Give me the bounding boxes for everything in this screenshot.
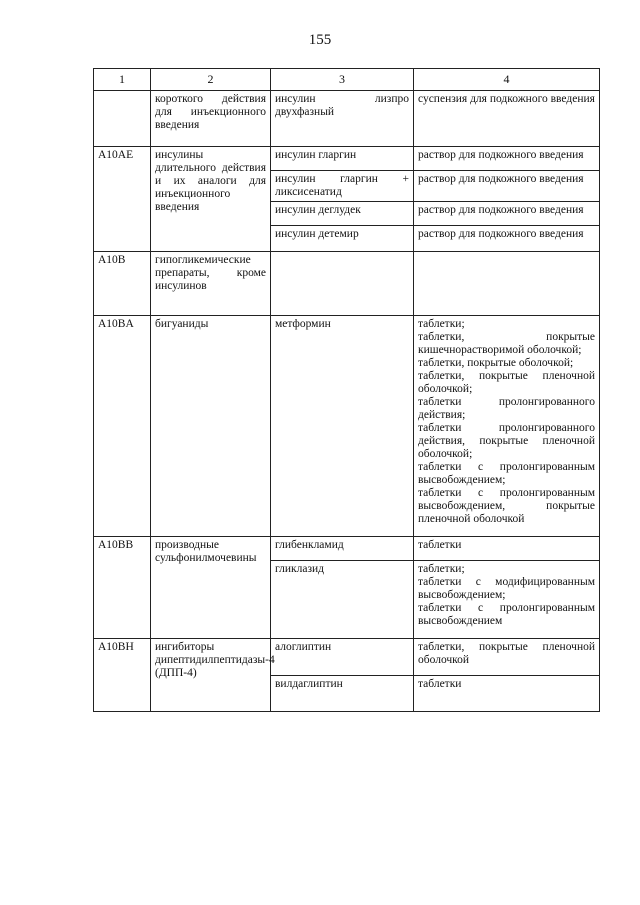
dosage-form: таблетки, покрытые кишечнорастворимой оболочкой; [418,331,595,356]
drug-name: инсулин деглудек [271,202,414,226]
dosage-form: таблетки, покрытые оболочкой; [418,357,574,369]
anatomical-therapeutic-group: гипогликемические препараты, кроме инсулинов [151,252,271,316]
dosage-form: таблетки с пролонгированным высвобождением, покрытые пленочной оболочкой [418,487,595,525]
drug-name: гликлазид [271,561,414,639]
table-row [94,639,600,676]
dosage-form: раствор для подкожного введения [418,149,584,161]
atc-code: A10B [94,252,151,316]
atc-code [94,91,151,147]
dosage-form: суспензия для подкожного введения [418,93,595,105]
atc-code: A10BH [94,639,151,712]
table-row [94,147,600,171]
dosage-form: таблетки пролонгированного действия, покрытые пленочной оболочкой; [418,422,595,460]
dosage-form: таблетки, покрытые пленочной оболочкой [418,641,595,666]
atc-code: A10AE [94,147,151,252]
dosage-form: таблетки [418,539,462,551]
dosage-forms [414,252,600,316]
dosage-forms [414,561,600,639]
header-row [94,69,600,91]
dosage-forms [414,537,600,561]
dosage-forms [414,171,600,202]
drug-name: вилдаглиптин [271,676,414,712]
dosage-forms [414,91,600,147]
anatomical-therapeutic-group: производные сульфонилмочевины [151,537,271,639]
drug-name: инсулин гларгин [271,147,414,171]
drug-name: алоглиптин [271,639,414,676]
anatomical-therapeutic-group: ингибиторы дипептидилпептидазы-4 (ДПП-4) [151,639,271,712]
column-header: 2 [151,69,271,91]
dosage-forms [414,639,600,676]
dosage-form: таблетки; [418,563,465,575]
anatomical-therapeutic-group: короткого действия для инъекционного введения [151,91,271,147]
dosage-form: таблетки пролонгированного действия; [418,396,595,421]
drug-name: инсулин детемир [271,226,414,252]
dosage-form: раствор для подкожного введения [418,204,584,216]
dosage-form: таблетки с модифицированным высвобождением; [418,576,595,601]
dosage-forms [414,147,600,171]
dosage-form: таблетки с пролонгированным высвобождением [418,602,595,627]
drug-name: метформин [271,316,414,537]
dosage-form: таблетки [418,678,462,690]
dosage-forms [414,202,600,226]
drug-name: глибенкламид [271,537,414,561]
table-row [94,316,600,537]
drug-name: инсулин лизпро двухфазный [271,91,414,147]
dosage-forms [414,676,600,712]
atc-code: A10BB [94,537,151,639]
anatomical-therapeutic-group: инсулины длительного действия и их аналоги для инъекционного введения [151,147,271,252]
dosage-form: раствор для подкожного введения [418,228,584,240]
column-header: 3 [271,69,414,91]
anatomical-therapeutic-group: бигуаниды [151,316,271,537]
column-header: 1 [94,69,151,91]
drug-name [271,252,414,316]
table-body [94,91,600,712]
dosage-form: таблетки с пролонгированным высвобождением; [418,461,595,486]
dosage-forms [414,226,600,252]
column-header: 4 [414,69,600,91]
dosage-form: раствор для подкожного введения [418,173,584,185]
table-row [94,91,600,147]
dosage-forms [414,316,600,537]
drug-table [93,68,600,712]
atc-code: A10BA [94,316,151,537]
page-number: 155 [308,32,332,48]
dosage-form: таблетки; [418,318,465,330]
table-row [94,252,600,316]
drug-name: инсулин гларгин + ликсисенатид [271,171,414,202]
dosage-form: таблетки, покрытые пленочной оболочкой; [418,370,595,395]
table-row [94,537,600,561]
